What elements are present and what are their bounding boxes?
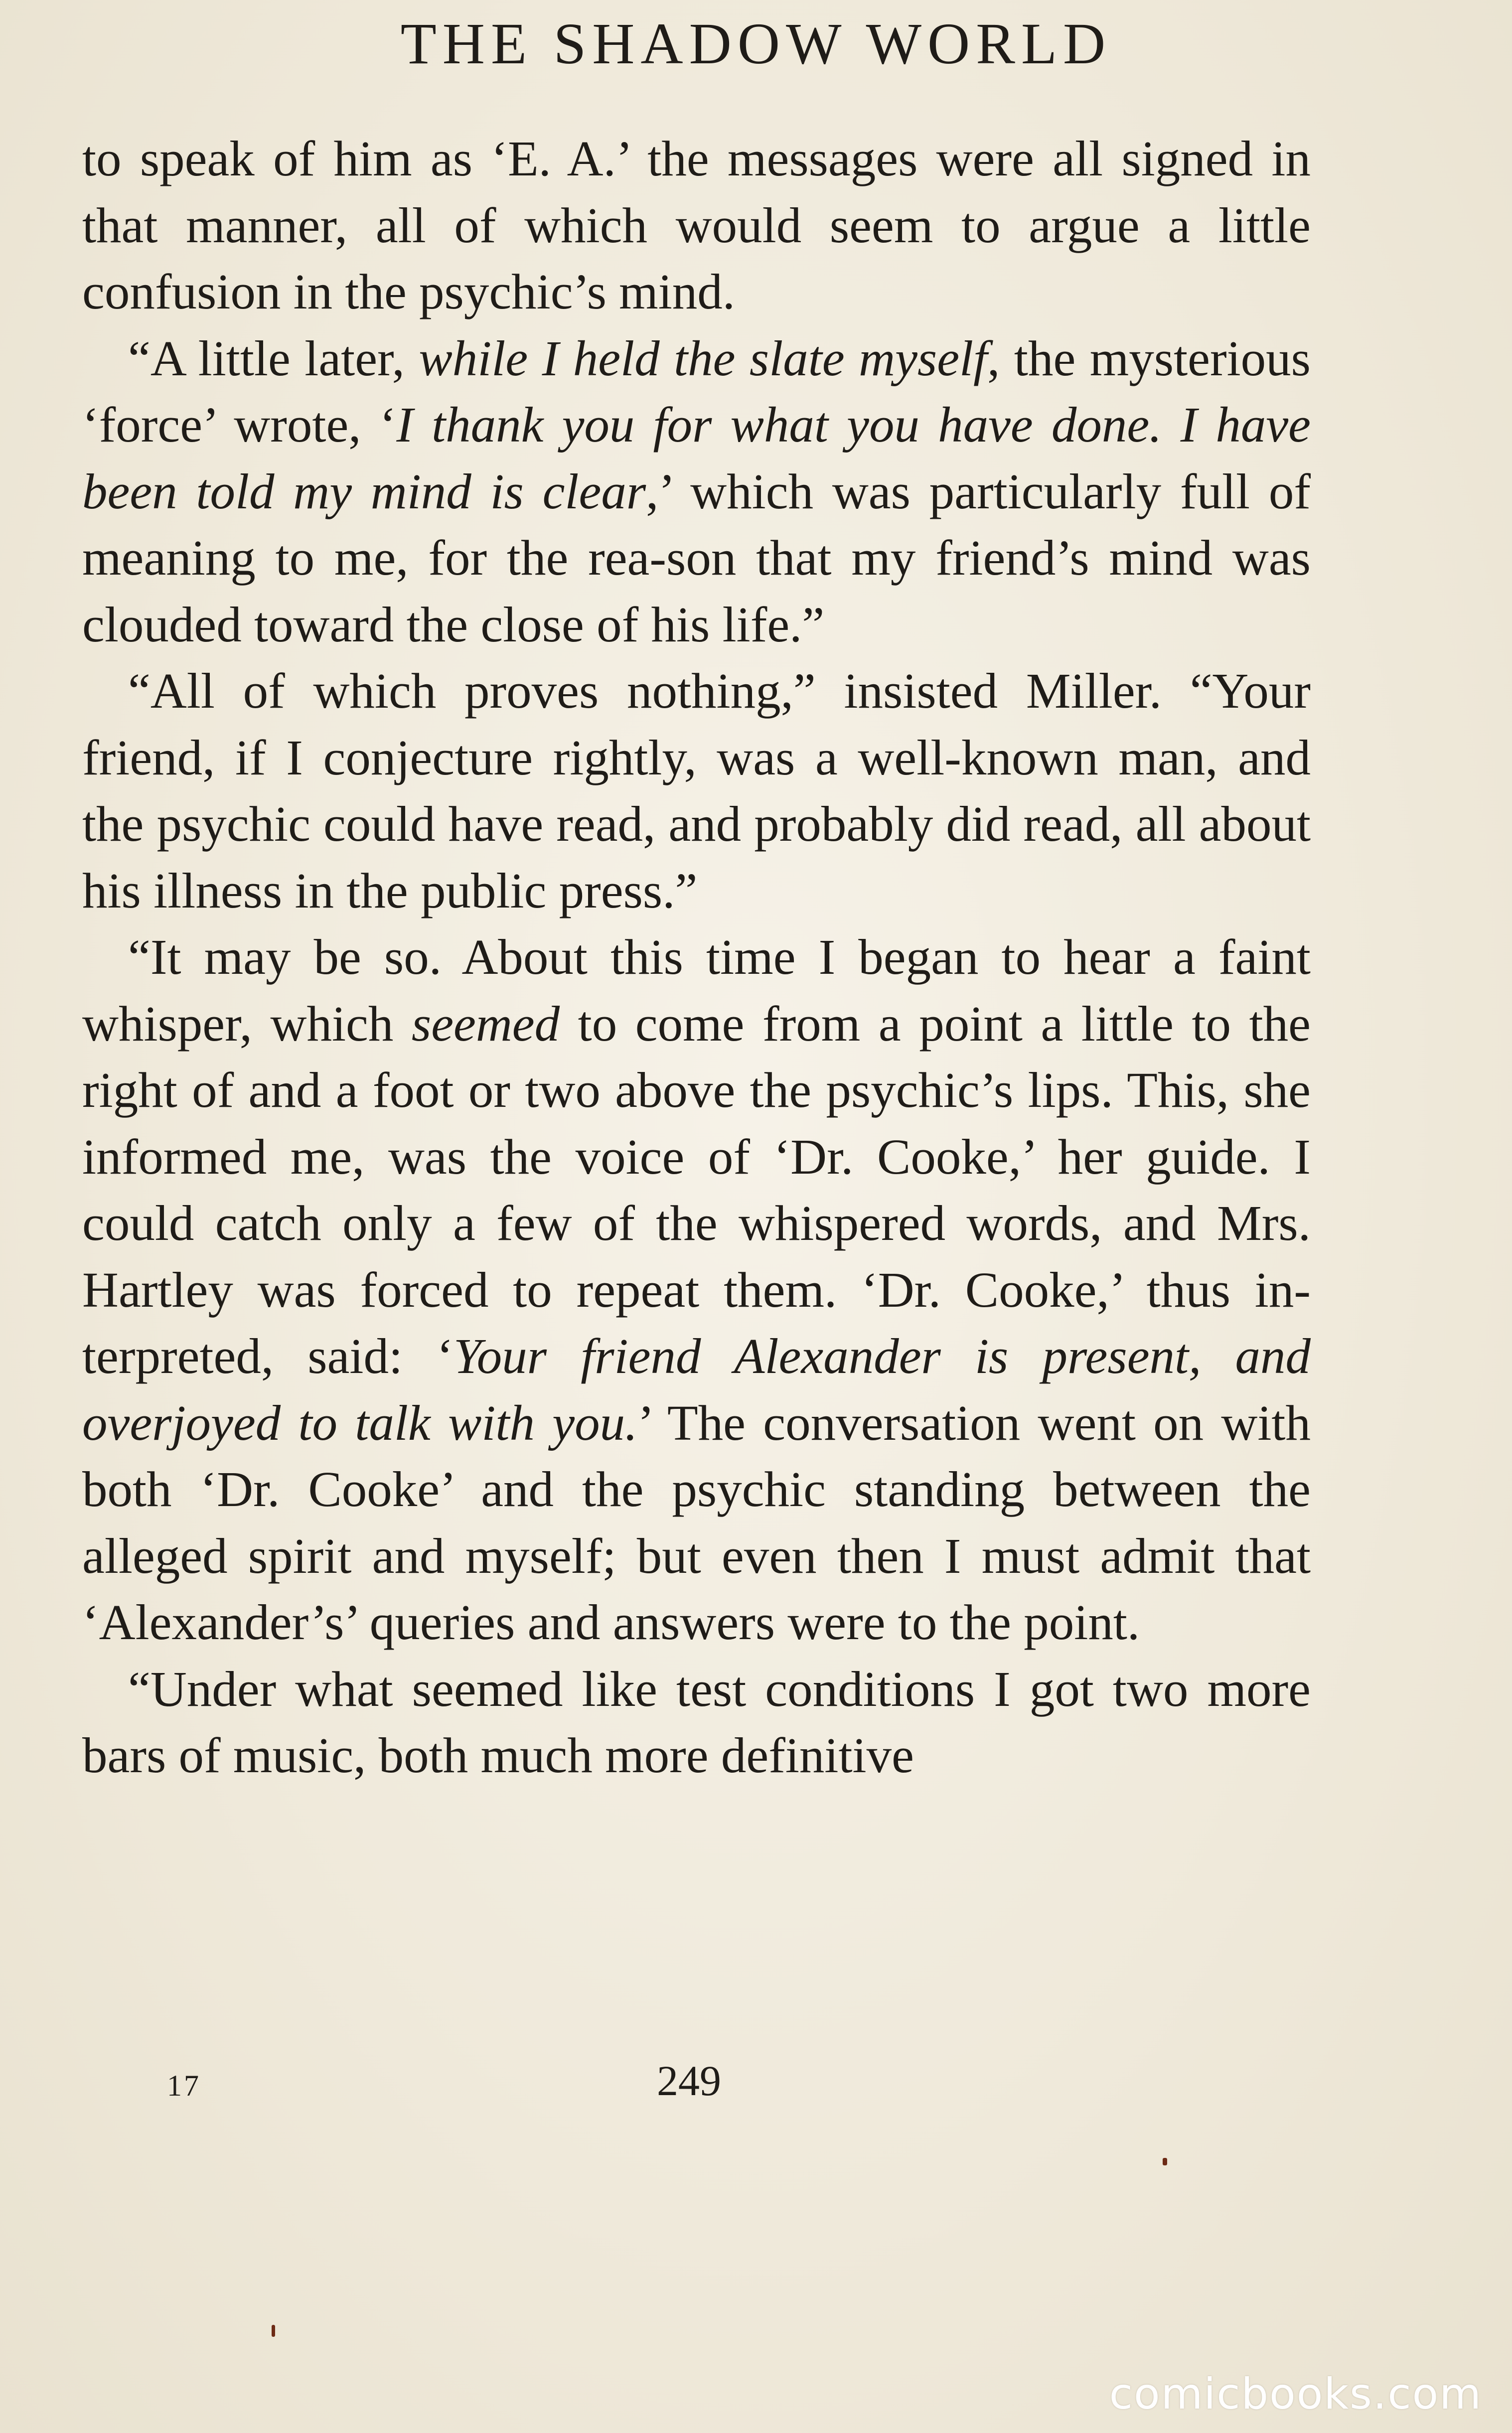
text-segment: “It may be so. About this time I began to hear a faint whisper, which [82, 929, 1311, 1052]
page-footer [0, 2056, 1512, 2111]
paragraph [82, 924, 1311, 1656]
text-segment: to speak of him as ‘E. A.’ the messages were all signed in that manner, all of which would seem to argue a little confusion in the psychic’s mind. [82, 131, 1311, 319]
text-segment: “A little later, [128, 330, 419, 386]
italic-text-segment: Your friend Alexander is present, and overjoyed to talk with you. [82, 1328, 1311, 1451]
paragraph [82, 325, 1311, 658]
running-head: THE SHADOW WORLD [400, 11, 1112, 76]
text-segment: ’ The conversation went on with both ‘Dr. Cooke’ and the psychic standing between the alleged spirit and myself; but even then I must admit that ‘Alexander’s’ queries and answers were to the point. [82, 1394, 1311, 1650]
watermark: comicbooks.com [1109, 2369, 1482, 2419]
italic-text-segment: I thank you for what you have done. I have been told my mind is clear [82, 397, 1311, 519]
text-segment: ,’ which was particularly full of meaning to me, for the rea-son that my friend’s mind was clouded toward the close of his life.” [82, 463, 1311, 652]
text-segment: “All of which proves nothing,” insisted Miller. “Your friend, if I conjecture rightly, was a well-known man, and the psychic could have read, and probably did read, all about his illness in the public press.” [82, 663, 1311, 918]
paragraph [82, 1656, 1311, 1789]
paragraph [82, 658, 1311, 924]
body-text [82, 126, 1311, 1789]
italic-text-segment: seemed [411, 995, 560, 1052]
italic-text-segment: while I held the slate myself [419, 330, 988, 386]
paragraph [82, 126, 1311, 325]
text-segment: , the mysterious ‘force’ wrote, ‘ [82, 330, 1311, 453]
ink-speck [272, 2325, 275, 2337]
page-number: 249 [657, 2057, 721, 2105]
text-segment: to come from a point a little to the right of and a foot or two above the psychic’s lips. This, she informed me, was the voice of ‘Dr. Cooke,’ her guide. I could catch only a few of the whispered words, and Mrs. Hartley was forced to repeat them. ‘Dr. Cooke,’ thus in-terpreted, said: ‘ [82, 995, 1311, 1384]
text-segment: “Under what seemed like test conditions I got two more bars of music, both much more definitive [82, 1661, 1311, 1783]
ink-speck [1163, 2158, 1167, 2165]
signature-mark: 17 [167, 2069, 201, 2102]
